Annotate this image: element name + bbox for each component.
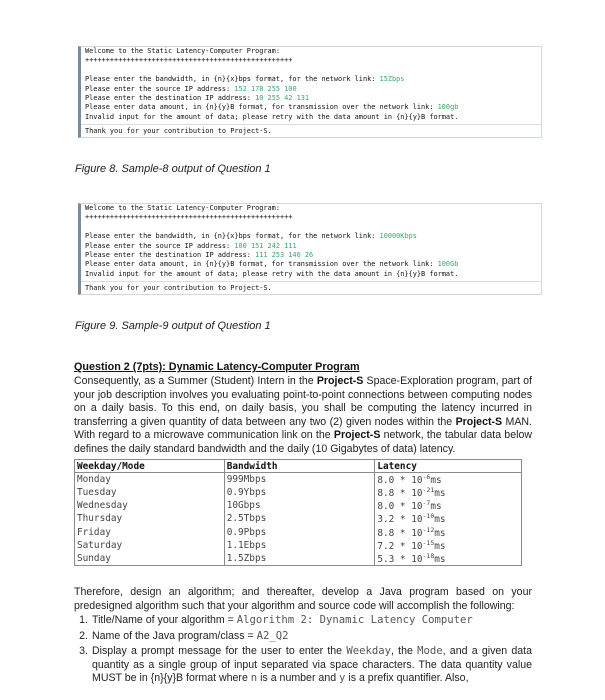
console-destination-line: Please enter the destination IP address: 10 255 42 131: [85, 93, 310, 102]
table-header-latency: Latency: [375, 460, 522, 473]
cell-latency: $7.2 * 10^{-15}ms$: [375, 539, 522, 552]
cell-bandwidth: 0.9Ybps: [224, 486, 375, 499]
cell-latency: $8.8 * 10^{-21}ms$: [375, 486, 522, 499]
user-input-source-ip: 152 178 255 100: [234, 84, 297, 93]
cell-weekday: Wednesday: [75, 499, 225, 512]
cell-latency: $3.2 * 10^{-10}ms$: [375, 512, 522, 525]
cell-weekday: Sunday: [75, 552, 225, 566]
requirements-list: [74, 614, 532, 688]
cell-latency: $8.0 * 10^{-6}ms$: [375, 473, 522, 487]
table-header-weekday: Weekday/Mode: [75, 460, 225, 473]
cell-latency: $8.0 * 10^{-7}ms$: [375, 499, 522, 512]
user-input-data-amount: 100Gb: [437, 260, 459, 269]
list-item: 3. Display a prompt message for the user to enter the Weekday, the Mode, and a given data quantity as a single group of input separated via space characters. The data quantity value MUST be in {n}{y}B format where n is a number and y is a prefix quantifier. Also,: [79, 645, 533, 685]
list-item: 1. Title/Name of your algorithm = Algorithm 2: Dynamic Latency Computer: [79, 614, 473, 626]
question-2-heading: Question 2 (7pts): Dynamic Latency-Computer Program: [74, 361, 360, 373]
console-thanks-line: Thank you for your contribution to Project-S.: [81, 124, 541, 136]
table-row: [75, 473, 522, 487]
table-row: [75, 499, 522, 512]
table-row: [75, 539, 522, 552]
instructions-paragraph: Therefore, design an algorithm; and thereafter, develop a Java program based on your predesigned algorithm such that your algorithm and source code will accomplish the following:: [74, 586, 532, 612]
console-destination-line: Please enter the destination IP address: 111 253 146 26: [85, 250, 314, 259]
console-output-2: [78, 203, 542, 295]
console-welcome: Welcome to the Static Latency-Computer Program:: [85, 47, 280, 55]
console-bandwidth-line: Please enter the bandwidth, in {n}{x}bps format, for the network link: 10000Kbps: [85, 232, 417, 241]
console-invalid-line: Invalid input for the amount of data; please retry with the data amount in {n}{y}B format.: [85, 112, 459, 121]
cell-weekday: Saturday: [75, 539, 225, 552]
user-input-destination-ip: 111 253 146 26: [255, 250, 314, 259]
cell-weekday: Tuesday: [75, 486, 225, 499]
console-data-line: Please enter data amount, in {n}{y}B format, for transmission over the network link: 100gb: [85, 103, 459, 112]
console-thanks-line: Thank you for your contribution to Project-S.: [81, 281, 541, 293]
question-2-paragraph: Consequently, as a Summer (Student) Intern in the Project-S Space-Exploration program, part of your job description involves you evaluating point-to-point connections between computing nodes on a daily basis. To this end, on daily basis, you shall be computing the latency incurred in transferring a given quantity of data between any two (2) given nodes within the Project-S MAN. With regard to a microwave communication link on the Project-S network, the tabular data below defines the daily standard bandwidth and the daily (10 Gigabytes of data) latency.: [74, 375, 533, 455]
user-input-bandwidth: 10000Kbps: [379, 232, 417, 241]
latency-table: [74, 459, 522, 566]
user-input-source-ip: 100 151 242 111: [234, 241, 297, 250]
list-item: 2. Name of the Java program/class = A2_Q2: [79, 629, 289, 642]
cell-bandwidth: 1.1Ebps: [224, 539, 375, 552]
cell-bandwidth: 999Mbps: [224, 473, 375, 487]
console-output-1: [78, 46, 542, 138]
table-row: [75, 526, 522, 539]
cell-weekday: Monday: [75, 473, 225, 487]
table-row: [75, 512, 522, 525]
console-invalid-line: Invalid input for the amount of data; please retry with the data amount in {n}{y}B format.: [85, 269, 459, 278]
cell-weekday: Thursday: [75, 512, 225, 525]
table-header-bandwidth: Bandwidth: [224, 460, 375, 473]
console-separator: ++++++++++++++++++++++++++++++++++++++++++++++++++: [85, 213, 293, 222]
cell-bandwidth: 2.5Tbps: [224, 512, 375, 525]
console-data-line: Please enter data amount, in {n}{y}B format, for transmission over the network link: 100Gb: [85, 260, 459, 269]
cell-bandwidth: 1.5Zbps: [224, 552, 375, 566]
figure-8-caption: Figure 8. Sample-8 output of Question 1: [75, 163, 271, 175]
figure-9-caption: Figure 9. Sample-9 output of Question 1: [75, 320, 271, 332]
console-source-line: Please enter the source IP address: 152 178 255 100: [85, 84, 297, 93]
console-separator: ++++++++++++++++++++++++++++++++++++++++++++++++++: [85, 56, 293, 65]
cell-weekday: Friday: [75, 526, 225, 539]
cell-bandwidth: 0.9Pbps: [224, 526, 375, 539]
table-row: [75, 486, 522, 499]
user-input-destination-ip: 10 255 42 131: [255, 93, 310, 102]
cell-latency: $8.8 * 10^{-12}ms$: [375, 526, 522, 539]
console-welcome: Welcome to the Static Latency-Computer Program:: [85, 204, 280, 212]
console-bandwidth-line: Please enter the bandwidth, in {n}{x}bps format, for the network link: 15Zbps: [85, 75, 405, 84]
table-row: [75, 552, 522, 566]
user-input-data-amount: 100gb: [437, 103, 459, 112]
cell-latency: $5.3 * 10^{-18}ms$: [375, 552, 522, 566]
cell-bandwidth: 10Gbps: [224, 499, 375, 512]
console-source-line: Please enter the source IP address: 100 151 242 111: [85, 241, 297, 250]
user-input-bandwidth: 15Zbps: [379, 75, 405, 84]
